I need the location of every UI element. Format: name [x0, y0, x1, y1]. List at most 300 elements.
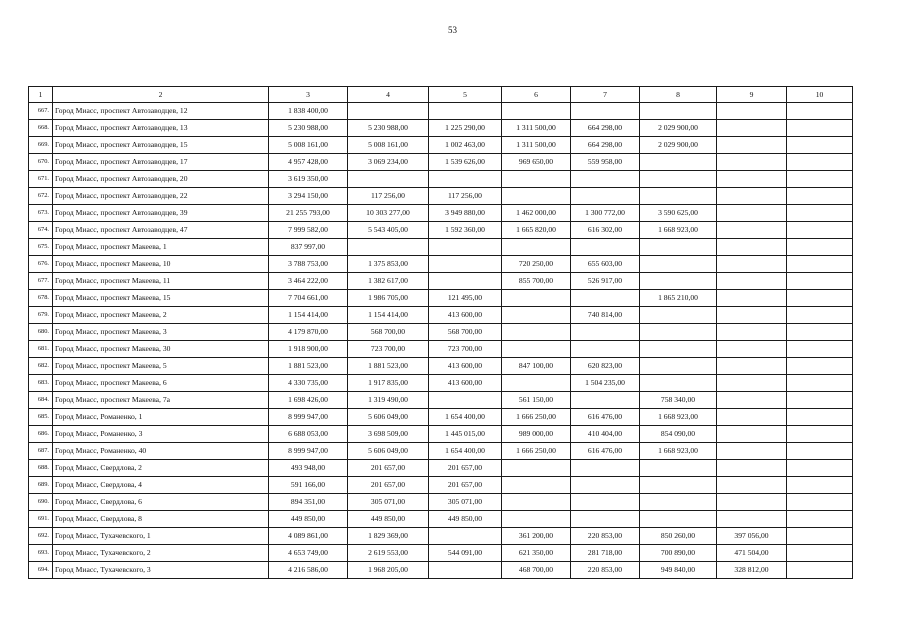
- amount-cell-col9: [717, 103, 787, 120]
- table-row: [29, 273, 853, 290]
- address-cell: Город Миасс, Свердлова, 8: [53, 511, 269, 528]
- amount-cell-col10: [787, 256, 853, 273]
- amount-cell-col7: [571, 477, 640, 494]
- amount-cell-col9: [717, 290, 787, 307]
- amount-cell-col5: 544 091,00: [429, 545, 502, 562]
- row-number: 678.: [29, 290, 53, 307]
- amount-cell-col6: [502, 103, 571, 120]
- table-row: [29, 307, 853, 324]
- amount-cell-col10: [787, 341, 853, 358]
- row-number: 683.: [29, 375, 53, 392]
- address-cell: Город Миасс, Свердлова, 6: [53, 494, 269, 511]
- amount-cell-col3: 1 881 523,00: [269, 358, 348, 375]
- table-row: [29, 290, 853, 307]
- amount-cell-col4: 305 071,00: [348, 494, 429, 511]
- row-number: 677.: [29, 273, 53, 290]
- amount-cell-col4: 5 008 161,00: [348, 137, 429, 154]
- address-cell: Город Миасс, проспект Макеева, 2: [53, 307, 269, 324]
- amount-cell-col5: 1 225 290,00: [429, 120, 502, 137]
- amount-cell-col10: [787, 545, 853, 562]
- amount-cell-col4: 10 303 277,00: [348, 205, 429, 222]
- address-cell: Город Миасс, проспект Макеева, 1: [53, 239, 269, 256]
- amount-cell-col6: 1 666 250,00: [502, 409, 571, 426]
- amount-cell-col10: [787, 460, 853, 477]
- amount-cell-col3: 3 619 350,00: [269, 171, 348, 188]
- amount-cell-col6: [502, 494, 571, 511]
- amount-cell-col6: 468 700,00: [502, 562, 571, 579]
- amount-cell-col8: [640, 375, 717, 392]
- row-number: 687.: [29, 443, 53, 460]
- amount-cell-col7: [571, 494, 640, 511]
- amount-cell-col7: 410 404,00: [571, 426, 640, 443]
- table-row: [29, 409, 853, 426]
- address-cell: Город Миасс, проспект Макеева, 6: [53, 375, 269, 392]
- amount-cell-col3: 837 997,00: [269, 239, 348, 256]
- amount-cell-col5: 117 256,00: [429, 188, 502, 205]
- table-row: [29, 528, 853, 545]
- amount-cell-col8: [640, 341, 717, 358]
- amount-cell-col4: 1 968 205,00: [348, 562, 429, 579]
- row-number: 689.: [29, 477, 53, 494]
- amount-cell-col4: 723 700,00: [348, 341, 429, 358]
- amount-cell-col8: [640, 358, 717, 375]
- amount-cell-col5: [429, 256, 502, 273]
- amount-cell-col4: [348, 239, 429, 256]
- amount-cell-col6: 720 250,00: [502, 256, 571, 273]
- table-row: [29, 443, 853, 460]
- row-number: 671.: [29, 171, 53, 188]
- amount-cell-col8: 3 590 625,00: [640, 205, 717, 222]
- amount-cell-col4: 5 543 405,00: [348, 222, 429, 239]
- address-cell: Город Миасс, Тухачевского, 3: [53, 562, 269, 579]
- amount-cell-col5: 413 600,00: [429, 307, 502, 324]
- amount-cell-col10: [787, 171, 853, 188]
- amount-cell-col3: 7 999 582,00: [269, 222, 348, 239]
- amount-cell-col5: 201 657,00: [429, 477, 502, 494]
- table-row: [29, 205, 853, 222]
- column-header: 1: [29, 87, 53, 103]
- amount-cell-col10: [787, 426, 853, 443]
- amount-cell-col5: 1 654 400,00: [429, 443, 502, 460]
- amount-cell-col6: 361 200,00: [502, 528, 571, 545]
- amount-cell-col6: [502, 171, 571, 188]
- amount-cell-col6: [502, 239, 571, 256]
- amount-cell-col7: [571, 171, 640, 188]
- table-row: [29, 460, 853, 477]
- amount-cell-col6: 1 462 000,00: [502, 205, 571, 222]
- amount-cell-col7: [571, 341, 640, 358]
- amount-cell-col8: 2 029 900,00: [640, 120, 717, 137]
- amount-cell-col7: [571, 239, 640, 256]
- amount-cell-col8: 854 090,00: [640, 426, 717, 443]
- table-row: [29, 511, 853, 528]
- amount-cell-col3: 1 838 400,00: [269, 103, 348, 120]
- table-row: [29, 256, 853, 273]
- amount-cell-col8: [640, 273, 717, 290]
- address-cell: Город Миасс, проспект Автозаводцев, 47: [53, 222, 269, 239]
- amount-cell-col5: [429, 528, 502, 545]
- address-cell: Город Миасс, Свердлова, 4: [53, 477, 269, 494]
- amount-cell-col8: [640, 477, 717, 494]
- amount-cell-col7: [571, 103, 640, 120]
- amount-cell-col9: [717, 273, 787, 290]
- amount-cell-col9: [717, 477, 787, 494]
- amount-cell-col9: [717, 358, 787, 375]
- amount-cell-col4: 1 881 523,00: [348, 358, 429, 375]
- amount-cell-col6: [502, 460, 571, 477]
- amount-cell-col3: 3 788 753,00: [269, 256, 348, 273]
- amount-cell-col8: [640, 103, 717, 120]
- amount-cell-col7: [571, 324, 640, 341]
- amount-cell-col10: [787, 154, 853, 171]
- amount-cell-col6: 847 100,00: [502, 358, 571, 375]
- table-row: [29, 324, 853, 341]
- amount-cell-col3: 8 999 947,00: [269, 409, 348, 426]
- amount-cell-col7: [571, 392, 640, 409]
- amount-cell-col5: 1 002 463,00: [429, 137, 502, 154]
- column-header: 8: [640, 87, 717, 103]
- table-row: [29, 341, 853, 358]
- column-header: 2: [53, 87, 269, 103]
- amount-cell-col4: 117 256,00: [348, 188, 429, 205]
- amount-cell-col4: 2 619 553,00: [348, 545, 429, 562]
- table-row: [29, 562, 853, 579]
- amount-cell-col5: [429, 239, 502, 256]
- amount-cell-col8: [640, 324, 717, 341]
- amount-cell-col10: [787, 511, 853, 528]
- amount-cell-col5: [429, 103, 502, 120]
- amount-cell-col8: 1 668 923,00: [640, 409, 717, 426]
- amount-cell-col3: 493 948,00: [269, 460, 348, 477]
- amount-cell-col8: [640, 256, 717, 273]
- table-row: [29, 120, 853, 137]
- amount-cell-col6: [502, 375, 571, 392]
- amount-cell-col9: 397 056,00: [717, 528, 787, 545]
- amount-cell-col9: 328 812,00: [717, 562, 787, 579]
- amount-cell-col7: 220 853,00: [571, 562, 640, 579]
- row-number: 667.: [29, 103, 53, 120]
- amount-cell-col9: [717, 205, 787, 222]
- page-number: 53: [448, 25, 457, 35]
- amount-cell-col6: [502, 477, 571, 494]
- amount-cell-col6: [502, 511, 571, 528]
- amount-cell-col8: 1 668 923,00: [640, 443, 717, 460]
- table-row: [29, 358, 853, 375]
- amount-cell-col4: 3 698 509,00: [348, 426, 429, 443]
- table-row: [29, 239, 853, 256]
- amount-cell-col3: 7 704 661,00: [269, 290, 348, 307]
- amount-cell-col10: [787, 477, 853, 494]
- amount-cell-col3: 4 179 870,00: [269, 324, 348, 341]
- amount-cell-col5: 413 600,00: [429, 375, 502, 392]
- row-number: 684.: [29, 392, 53, 409]
- amount-cell-col9: [717, 188, 787, 205]
- row-number: 679.: [29, 307, 53, 324]
- amount-cell-col3: 3 464 222,00: [269, 273, 348, 290]
- amount-cell-col8: [640, 171, 717, 188]
- amount-cell-col5: 1 592 360,00: [429, 222, 502, 239]
- table-row: [29, 154, 853, 171]
- amount-cell-col8: [640, 307, 717, 324]
- amount-cell-col10: [787, 562, 853, 579]
- row-number: 690.: [29, 494, 53, 511]
- amount-cell-col10: [787, 324, 853, 341]
- amount-cell-col8: [640, 239, 717, 256]
- amount-cell-col5: 413 600,00: [429, 358, 502, 375]
- address-cell: Город Миасс, Тухачевского, 1: [53, 528, 269, 545]
- amount-cell-col5: 568 700,00: [429, 324, 502, 341]
- amount-cell-col10: [787, 103, 853, 120]
- row-number: 691.: [29, 511, 53, 528]
- address-cell: Город Миасс, проспект Макеева, 10: [53, 256, 269, 273]
- amount-cell-col8: [640, 188, 717, 205]
- amount-cell-col3: 591 166,00: [269, 477, 348, 494]
- amount-cell-col5: 1 654 400,00: [429, 409, 502, 426]
- column-header: 6: [502, 87, 571, 103]
- amount-cell-col9: [717, 222, 787, 239]
- amount-cell-col4: 5 606 049,00: [348, 409, 429, 426]
- amount-cell-col4: 1 154 414,00: [348, 307, 429, 324]
- amount-cell-col6: 1 666 250,00: [502, 443, 571, 460]
- amount-cell-col6: [502, 188, 571, 205]
- amount-cell-col3: 5 230 988,00: [269, 120, 348, 137]
- amount-cell-col3: 449 850,00: [269, 511, 348, 528]
- amount-cell-col4: 1 382 617,00: [348, 273, 429, 290]
- amount-cell-col10: [787, 409, 853, 426]
- amount-cell-col7: 559 958,00: [571, 154, 640, 171]
- amount-cell-col7: 655 603,00: [571, 256, 640, 273]
- row-number: 680.: [29, 324, 53, 341]
- amount-cell-col10: [787, 290, 853, 307]
- amount-cell-col6: 1 311 500,00: [502, 137, 571, 154]
- amount-cell-col5: [429, 171, 502, 188]
- amount-cell-col9: [717, 324, 787, 341]
- table-row: [29, 103, 853, 120]
- amount-cell-col6: 621 350,00: [502, 545, 571, 562]
- amount-cell-col9: [717, 341, 787, 358]
- amount-cell-col10: [787, 443, 853, 460]
- row-number: 674.: [29, 222, 53, 239]
- amount-cell-col7: [571, 460, 640, 477]
- row-number: 669.: [29, 137, 53, 154]
- amount-cell-col5: 723 700,00: [429, 341, 502, 358]
- amount-cell-col10: [787, 528, 853, 545]
- amount-cell-col3: 1 918 900,00: [269, 341, 348, 358]
- column-header: 3: [269, 87, 348, 103]
- amount-cell-col4: 5 230 988,00: [348, 120, 429, 137]
- column-header: 7: [571, 87, 640, 103]
- amount-cell-col6: [502, 341, 571, 358]
- address-cell: Город Миасс, Свердлова, 2: [53, 460, 269, 477]
- amount-cell-col8: [640, 494, 717, 511]
- amount-cell-col4: [348, 171, 429, 188]
- amount-cell-col3: 4 330 735,00: [269, 375, 348, 392]
- amount-cell-col7: 740 814,00: [571, 307, 640, 324]
- amount-cell-col8: [640, 511, 717, 528]
- header-row: [29, 87, 853, 103]
- table-row: [29, 171, 853, 188]
- amount-cell-col3: 6 688 053,00: [269, 426, 348, 443]
- amount-cell-col6: 989 000,00: [502, 426, 571, 443]
- amount-cell-col5: 121 495,00: [429, 290, 502, 307]
- amount-cell-col10: [787, 273, 853, 290]
- table-row: [29, 375, 853, 392]
- amount-cell-col10: [787, 222, 853, 239]
- row-number: 676.: [29, 256, 53, 273]
- amount-cell-col5: 1 445 015,00: [429, 426, 502, 443]
- address-cell: Город Миасс, Романенко, 1: [53, 409, 269, 426]
- amount-cell-col4: 3 069 234,00: [348, 154, 429, 171]
- amount-cell-col4: 1 319 490,00: [348, 392, 429, 409]
- address-cell: Город Миасс, проспект Автозаводцев, 15: [53, 137, 269, 154]
- address-cell: Город Миасс, Тухачевского, 2: [53, 545, 269, 562]
- amount-cell-col6: 969 650,00: [502, 154, 571, 171]
- row-number: 693.: [29, 545, 53, 562]
- amount-cell-col9: [717, 307, 787, 324]
- amount-cell-col8: 758 340,00: [640, 392, 717, 409]
- amount-cell-col3: 4 216 586,00: [269, 562, 348, 579]
- amount-cell-col9: 471 504,00: [717, 545, 787, 562]
- amount-cell-col7: 616 476,00: [571, 409, 640, 426]
- row-number: 670.: [29, 154, 53, 171]
- amount-cell-col9: [717, 494, 787, 511]
- amount-cell-col9: [717, 392, 787, 409]
- table-row: [29, 137, 853, 154]
- amount-cell-col5: [429, 392, 502, 409]
- amount-cell-col8: 1 865 210,00: [640, 290, 717, 307]
- row-number: 688.: [29, 460, 53, 477]
- amount-cell-col8: 700 890,00: [640, 545, 717, 562]
- amount-cell-col10: [787, 307, 853, 324]
- amount-cell-col7: 526 917,00: [571, 273, 640, 290]
- address-cell: Город Миасс, проспект Автозаводцев, 20: [53, 171, 269, 188]
- amount-cell-col4: 449 850,00: [348, 511, 429, 528]
- amount-cell-col3: 8 999 947,00: [269, 443, 348, 460]
- amount-cell-col9: [717, 460, 787, 477]
- address-cell: Город Миасс, Романенко, 3: [53, 426, 269, 443]
- amount-cell-col9: [717, 256, 787, 273]
- column-header: 9: [717, 87, 787, 103]
- amount-cell-col10: [787, 188, 853, 205]
- row-number: 668.: [29, 120, 53, 137]
- row-number: 685.: [29, 409, 53, 426]
- amount-cell-col4: 1 917 835,00: [348, 375, 429, 392]
- amount-cell-col5: 201 657,00: [429, 460, 502, 477]
- table-row: [29, 494, 853, 511]
- amount-cell-col8: 949 840,00: [640, 562, 717, 579]
- column-header: 5: [429, 87, 502, 103]
- amount-cell-col7: 664 298,00: [571, 120, 640, 137]
- amount-cell-col5: 1 539 626,00: [429, 154, 502, 171]
- table-row: [29, 545, 853, 562]
- amount-cell-col4: 5 606 049,00: [348, 443, 429, 460]
- amount-cell-col9: [717, 137, 787, 154]
- amount-cell-col9: [717, 120, 787, 137]
- amount-cell-col7: 616 476,00: [571, 443, 640, 460]
- amount-cell-col3: 3 294 150,00: [269, 188, 348, 205]
- address-cell: Город Миасс, проспект Автозаводцев, 17: [53, 154, 269, 171]
- amount-cell-col4: 568 700,00: [348, 324, 429, 341]
- row-number: 672.: [29, 188, 53, 205]
- amount-cell-col6: 561 150,00: [502, 392, 571, 409]
- amount-cell-col9: [717, 409, 787, 426]
- table-row: [29, 188, 853, 205]
- amount-cell-col8: [640, 460, 717, 477]
- amount-cell-col10: [787, 239, 853, 256]
- amount-cell-col9: [717, 239, 787, 256]
- address-cell: Город Миасс, проспект Макеева, 5: [53, 358, 269, 375]
- amount-cell-col4: 1 829 369,00: [348, 528, 429, 545]
- table-row: [29, 222, 853, 239]
- amount-cell-col10: [787, 392, 853, 409]
- amount-cell-col4: 1 375 853,00: [348, 256, 429, 273]
- amount-cell-col5: 305 071,00: [429, 494, 502, 511]
- amount-cell-col9: [717, 171, 787, 188]
- amount-cell-col8: 2 029 900,00: [640, 137, 717, 154]
- amount-cell-col7: [571, 290, 640, 307]
- row-number: 686.: [29, 426, 53, 443]
- amount-cell-col7: [571, 188, 640, 205]
- amount-cell-col6: [502, 290, 571, 307]
- address-cell: Город Миасс, проспект Автозаводцев, 22: [53, 188, 269, 205]
- row-number: 681.: [29, 341, 53, 358]
- amount-cell-col10: [787, 375, 853, 392]
- amount-cell-col5: [429, 273, 502, 290]
- amount-cell-col10: [787, 137, 853, 154]
- amount-cell-col7: 620 823,00: [571, 358, 640, 375]
- amount-cell-col7: 664 298,00: [571, 137, 640, 154]
- amount-cell-col5: 449 850,00: [429, 511, 502, 528]
- column-header: 4: [348, 87, 429, 103]
- data-table: [28, 86, 853, 579]
- amount-cell-col9: [717, 511, 787, 528]
- amount-cell-col7: 1 300 772,00: [571, 205, 640, 222]
- amount-cell-col6: 855 700,00: [502, 273, 571, 290]
- amount-cell-col9: [717, 426, 787, 443]
- address-cell: Город Миасс, проспект Автозаводцев, 39: [53, 205, 269, 222]
- table-row: [29, 477, 853, 494]
- amount-cell-col3: 5 008 161,00: [269, 137, 348, 154]
- amount-cell-col3: 21 255 793,00: [269, 205, 348, 222]
- address-cell: Город Миасс, Романенко, 40: [53, 443, 269, 460]
- amount-cell-col3: 4 957 428,00: [269, 154, 348, 171]
- row-number: 682.: [29, 358, 53, 375]
- amount-cell-col3: 1 154 414,00: [269, 307, 348, 324]
- amount-cell-col6: 1 311 500,00: [502, 120, 571, 137]
- amount-cell-col10: [787, 358, 853, 375]
- amount-cell-col3: 4 089 861,00: [269, 528, 348, 545]
- amount-cell-col6: [502, 324, 571, 341]
- amount-cell-col5: 3 949 880,00: [429, 205, 502, 222]
- address-cell: Город Миасс, проспект Макеева, 7а: [53, 392, 269, 409]
- amount-cell-col6: [502, 307, 571, 324]
- amount-cell-col4: 1 986 705,00: [348, 290, 429, 307]
- address-cell: Город Миасс, проспект Макеева, 15: [53, 290, 269, 307]
- table-row: [29, 426, 853, 443]
- column-header: 10: [787, 87, 853, 103]
- amount-cell-col3: 1 698 426,00: [269, 392, 348, 409]
- amount-cell-col4: [348, 103, 429, 120]
- amount-cell-col7: 281 718,00: [571, 545, 640, 562]
- address-cell: Город Миасс, проспект Макеева, 11: [53, 273, 269, 290]
- address-cell: Город Миасс, проспект Макеева, 3: [53, 324, 269, 341]
- amount-cell-col3: 894 351,00: [269, 494, 348, 511]
- amount-cell-col9: [717, 375, 787, 392]
- amount-cell-col8: 850 260,00: [640, 528, 717, 545]
- amount-cell-col3: 4 653 749,00: [269, 545, 348, 562]
- amount-cell-col8: [640, 154, 717, 171]
- amount-cell-col9: [717, 154, 787, 171]
